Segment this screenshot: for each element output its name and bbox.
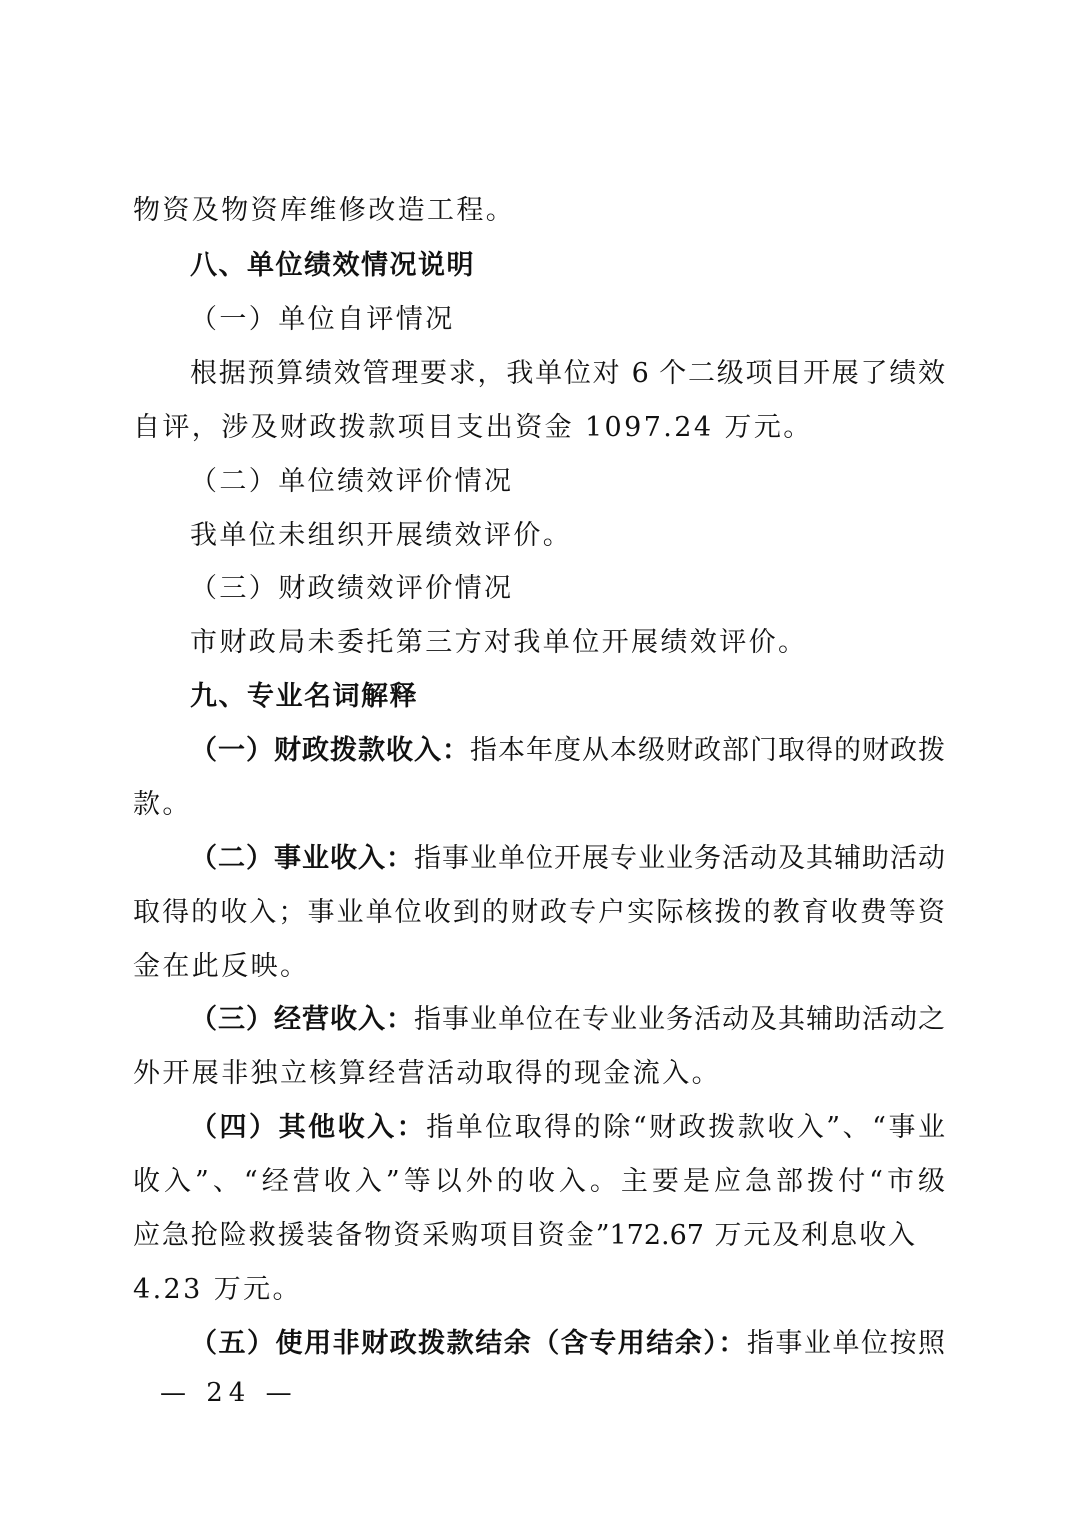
paragraph-line (133, 1272, 945, 1308)
term-label: （五）使用非财政拨款结余（含专用结余）： (190, 1328, 747, 1359)
line-text: 指本年度从本级财政部门取得的财政拨 (470, 735, 945, 766)
subsection-heading (190, 302, 1002, 338)
line-text: 取得的收入；事业单位收到的财政专户实际核拨的教育收费等资 (133, 897, 945, 928)
definition-line (190, 1002, 945, 1038)
definition-line (190, 1110, 945, 1146)
subsection-heading (190, 464, 1002, 500)
paragraph-line (133, 949, 945, 985)
heading-text: 九、专业名词解释 (190, 681, 418, 712)
line-text: 物资及物资库维修改造工程。 (133, 195, 516, 226)
line-text: 指事业单位开展专业业务活动及其辅助活动 (414, 843, 945, 874)
line-text: 指事业单位按照 (746, 1328, 946, 1359)
definition-line (190, 841, 945, 877)
term-label: （三）经营收入： (190, 1004, 414, 1035)
subheading-text: （一）单位自评情况 (190, 304, 455, 335)
line-text: 金在此反映。 (133, 951, 310, 982)
page-number: — 24 — (160, 1378, 298, 1408)
line-text: 我单位未组织开展绩效评价。 (190, 520, 573, 551)
heading-text: 八、单位绩效情况说明 (190, 250, 475, 281)
line-text: 市财政局未委托第三方对我单位开展绩效评价。 (190, 627, 808, 658)
subheading-text: （三）财政绩效评价情况 (190, 573, 514, 604)
subheading-text: （二）单位绩效评价情况 (190, 466, 514, 497)
line-text: 外开展非独立核算经营活动取得的现金流入。 (133, 1058, 721, 1089)
paragraph-line (190, 625, 1002, 661)
definition-line (190, 733, 945, 769)
paragraph-line (133, 1218, 915, 1254)
line-text: 款。 (133, 789, 192, 820)
paragraph-line (133, 410, 945, 446)
section-heading (190, 679, 1002, 715)
term-label: （二）事业收入： (190, 843, 414, 874)
definition-line (190, 1326, 945, 1362)
line-text: 4.23 万元。 (133, 1274, 302, 1305)
paragraph-line (133, 787, 945, 823)
subsection-heading (190, 571, 1002, 607)
paragraph-line (190, 518, 1002, 554)
line-text: 自评，涉及财政拨款项目支出资金 1097.24 万元。 (133, 412, 813, 443)
line-text: 根据预算绩效管理要求，我单位对 6 个二级项目开展了绩效 (190, 358, 945, 389)
section-heading (190, 248, 1002, 284)
line-text: 收入”、“经营收入”等以外的收入。主要是应急部拨付“市级 (133, 1166, 945, 1197)
paragraph-line (133, 895, 945, 931)
term-label: （一）财政拨款收入： (190, 735, 470, 766)
paragraph-line (133, 193, 945, 229)
line-text: 指单位取得的除“财政拨款收入”、“事业 (426, 1112, 945, 1143)
line-text: 指事业单位在专业业务活动及其辅助活动之 (414, 1004, 945, 1035)
paragraph-line (190, 356, 945, 392)
paragraph-line (133, 1056, 945, 1092)
paragraph-line (133, 1164, 945, 1200)
term-label: （四）其他收入： (190, 1112, 427, 1143)
line-text: 应急抢险救援装备物资采购项目资金”172.67 万元及利息收入 (133, 1220, 915, 1251)
